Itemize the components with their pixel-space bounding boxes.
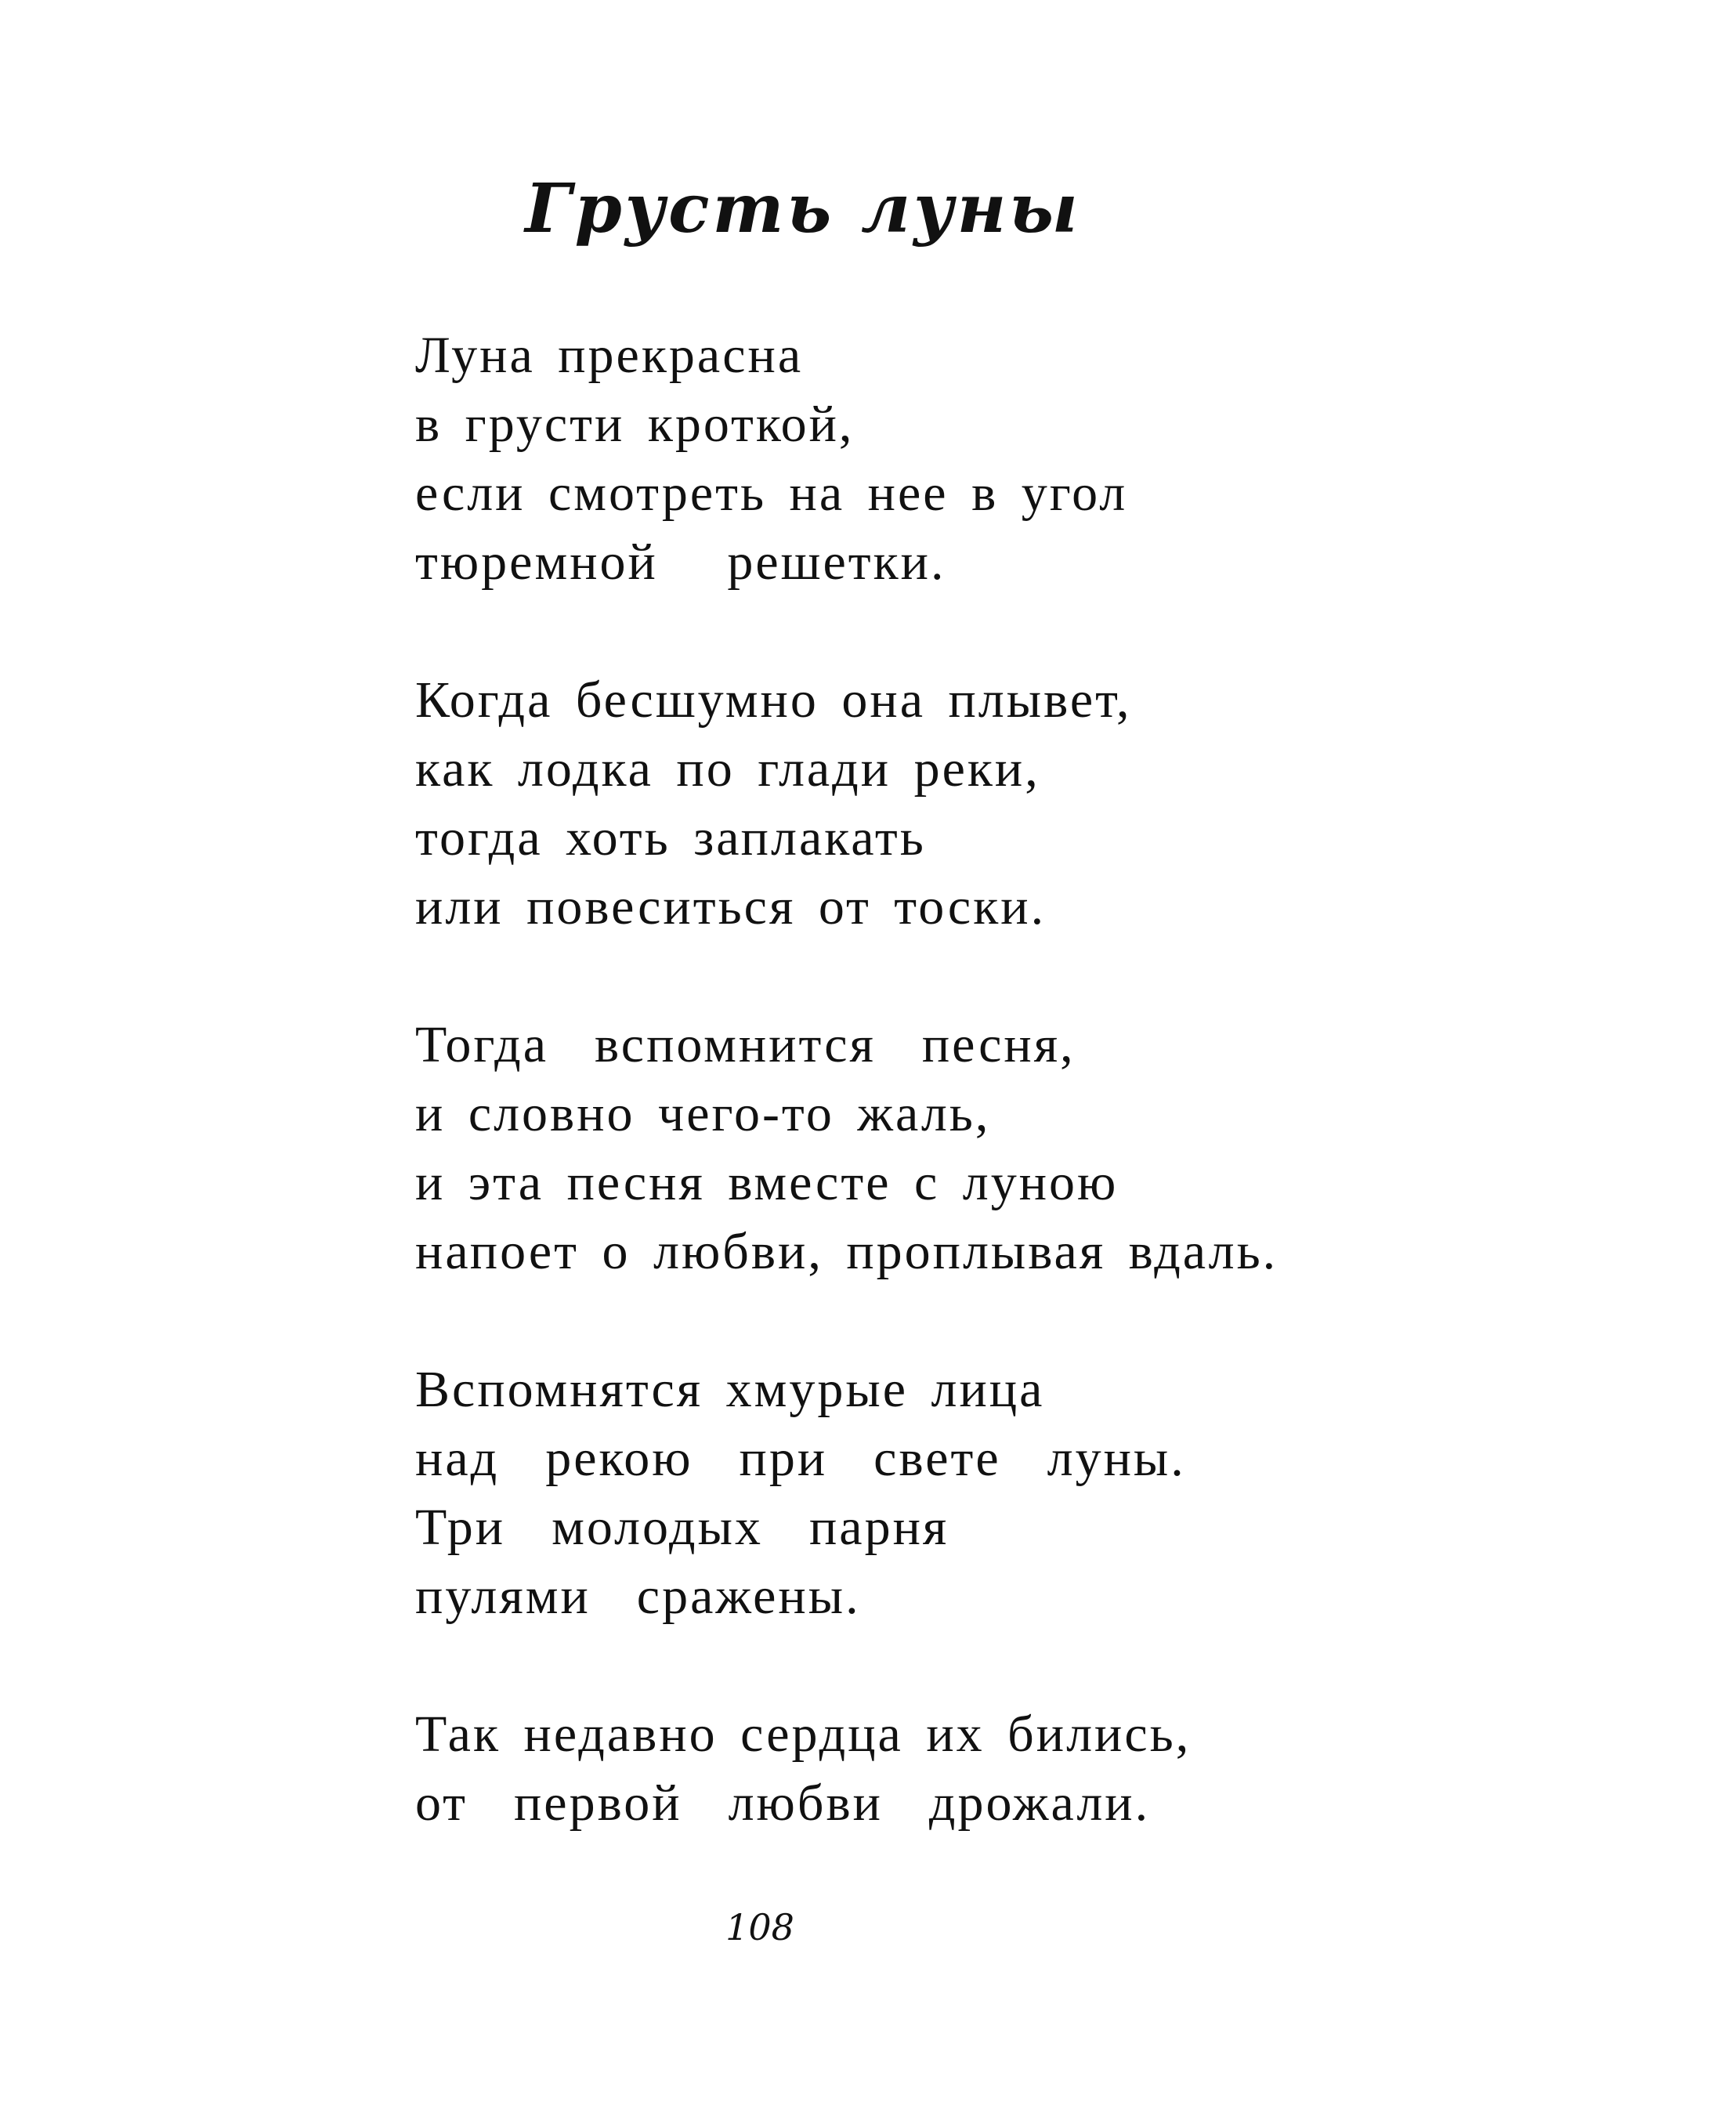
poem-line: пулями сражены.	[415, 1568, 861, 1625]
stanza-5	[415, 1700, 1434, 1838]
stanza-2	[415, 666, 1434, 942]
poem-title: Грусть луны	[525, 169, 1081, 248]
poem-line: Так недавно сердца их бились,	[415, 1706, 1192, 1763]
poem-line: Когда бесшумно она плывет,	[415, 671, 1132, 729]
poem-line: и словно чего-то жаль,	[415, 1085, 991, 1142]
poem-line: Вспомнятся хмурые лица	[415, 1361, 1045, 1418]
poem-line: Три молодых парня	[415, 1499, 949, 1556]
stanza-4	[415, 1355, 1434, 1631]
page-number: 108	[725, 1906, 794, 1948]
poem-line: или повеситься от тоски.	[415, 878, 1047, 935]
poem-line: напоет о любви, проплывая вдаль.	[415, 1223, 1278, 1280]
poem-line: тюремной решетки.	[415, 534, 946, 591]
poem-line: Луна прекрасна	[415, 327, 804, 384]
poem-line: от первой любви дрожали.	[415, 1775, 1151, 1832]
poem-line: Тогда вспомнится песня,	[415, 1016, 1076, 1073]
poem-line: тогда хоть заплакать	[415, 809, 926, 866]
stanza-1	[415, 321, 1434, 597]
stanza-3	[415, 1011, 1434, 1286]
poem-line: если смотреть на нее в угол	[415, 465, 1128, 522]
poem-line: и эта песня вместе с луною	[415, 1154, 1119, 1211]
poem-line: в грусти кроткой,	[415, 396, 855, 453]
poem-line: над рекою при свете луны.	[415, 1430, 1186, 1487]
poem-line: как лодка по глади реки,	[415, 740, 1040, 798]
